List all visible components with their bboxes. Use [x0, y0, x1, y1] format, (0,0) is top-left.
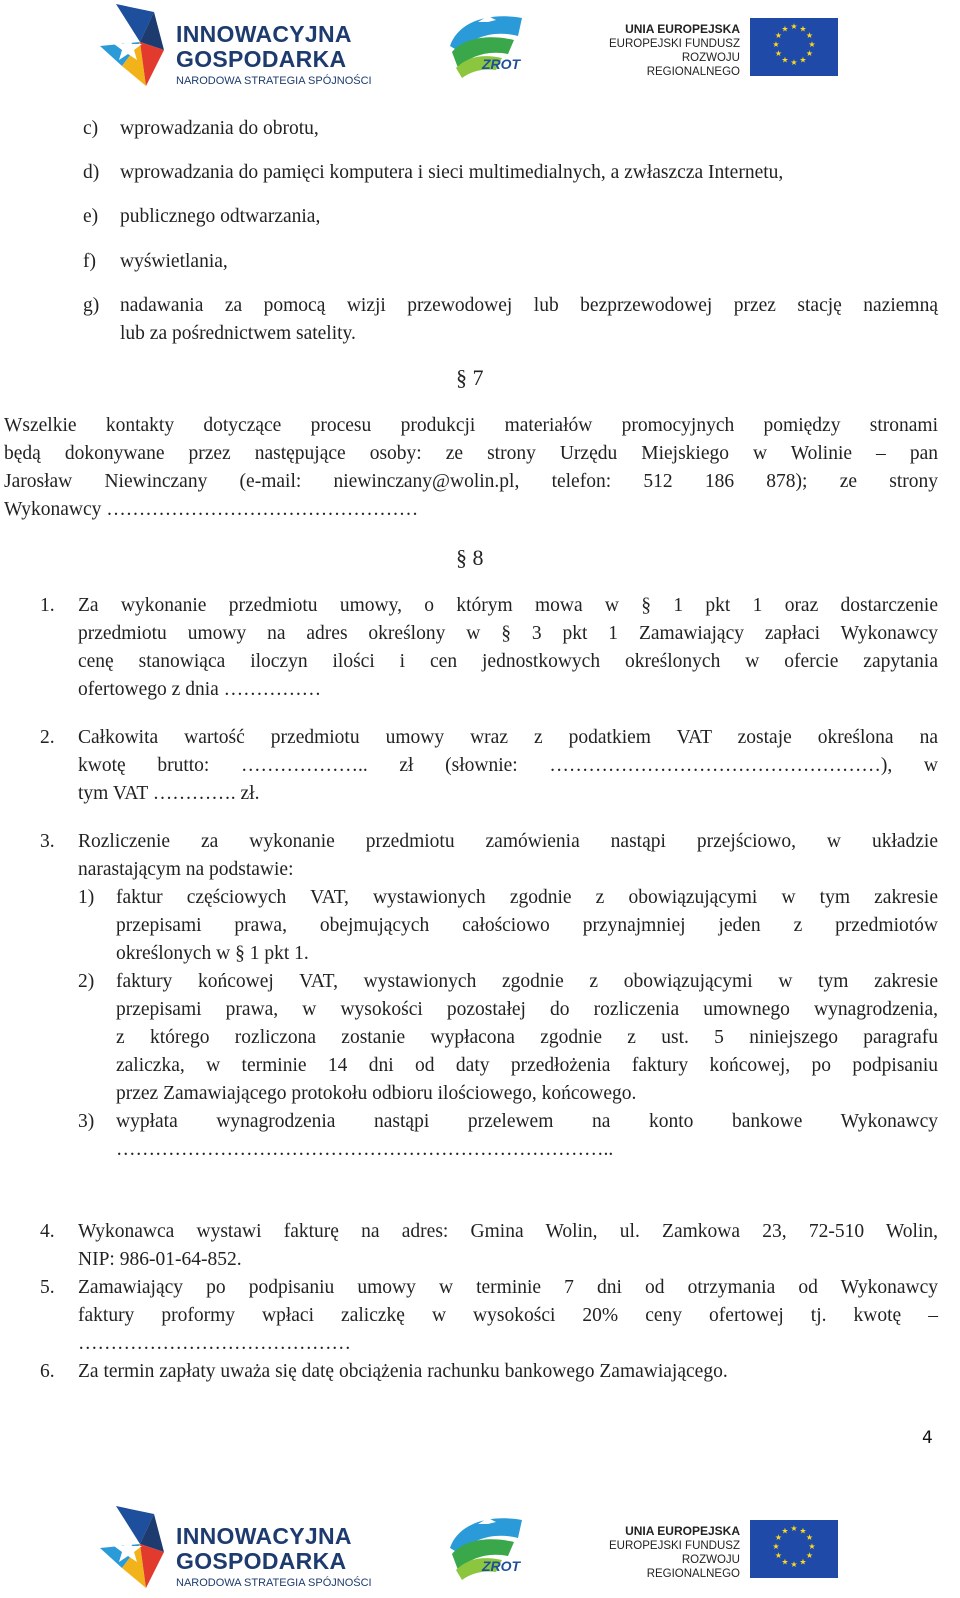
item-6-line1: Za termin zapłaty uważa się datę obciążenia rachunku bankowego Zamawiającego. [78, 1361, 728, 1382]
eu-logo-line2: EUROPEJSKI FUNDUSZ [609, 38, 740, 50]
innowacyjna-gospodarka-logo [100, 4, 380, 86]
ig-logo-line1: INNOWACYJNA [176, 21, 352, 47]
zrot-logo [448, 1514, 528, 1580]
svg-text:★: ★ [772, 40, 780, 49]
section-7-line3: Jarosław Niewinczany (e-mail: niewinczany@wolin.pl, telefon: 512 186 878); ze strony [4, 471, 938, 492]
ig-logo-line3: NARODOWA STRATEGIA SPÓJNOŚCI [176, 1577, 372, 1589]
sub-2-line5: przez Zamawiającego protokołu odbioru ilościowego, końcowego. [116, 1083, 637, 1104]
innowacyjna-gospodarka-logo [100, 1506, 380, 1588]
sub-1-line2: przepisami prawa, obejmujących całościowo przynajmniej jeden z przedmiotów [116, 915, 938, 936]
sub-2-line2: przepisami prawa, w wysokości pozostałej do rozliczenia umownego wynagrodzenia, [116, 999, 938, 1020]
list-item-c: wprowadzania do obrotu, [120, 118, 319, 139]
svg-text:★: ★ [790, 1524, 798, 1533]
zrot-label: ZROT [482, 56, 521, 72]
item-1-line1: Za wykonanie przedmiotu umowy, o którym mowa w § 1 pkt 1 oraz dostarczenie [78, 595, 938, 616]
ig-star-icon [100, 4, 170, 86]
svg-text:★: ★ [781, 24, 789, 34]
ig-logo-line2: GOSPODARKA [176, 1548, 347, 1574]
list-item-e: publicznego odtwarzania, [120, 206, 321, 227]
svg-text:★: ★ [799, 24, 807, 34]
eu-fund-logo [592, 16, 842, 78]
eu-logo-line2: EUROPEJSKI FUNDUSZ [609, 1540, 740, 1552]
item-2-line3: tym VAT …………. zł. [78, 783, 260, 804]
list-item-d: wprowadzania do pamięci komputera i sieci multimedialnych, a zwłaszcza Internetu, [120, 162, 784, 183]
eu-flag-icon [750, 1520, 838, 1578]
ig-star-icon [100, 1506, 170, 1588]
list-label-d: d) [83, 162, 100, 183]
eu-logo-line1: UNIA EUROPEJSKA [625, 1524, 740, 1538]
zrot-logo [448, 12, 528, 78]
item-5-line2: faktury proformy wpłaci zaliczkę w wysokości 20% ceny ofertowej tj. kwotę – [78, 1305, 938, 1326]
item-6-number: 6. [40, 1361, 55, 1382]
sub-2-line4: zaliczka, w terminie 14 dni od daty przedłożenia faktury końcowej, po podpisaniu [116, 1055, 938, 1076]
ig-logo-line2: GOSPODARKA [176, 46, 347, 72]
item-1-number: 1. [40, 595, 55, 616]
sub-3-line1: wypłata wynagrodzenia nastąpi przelewem na konto bankowe Wykonawcy [116, 1111, 938, 1132]
svg-text:★: ★ [774, 1533, 783, 1542]
eu-flag-icon [750, 18, 838, 76]
sub-1-line1: faktur częściowych VAT, wystawionych zgodnie z obowiązującymi w tym zakresie [116, 887, 938, 908]
item-4-line1: Wykonawca wystawi fakturę na adres: Gmina Wolin, ul. Zamkowa 23, 72-510 Wolin, [78, 1221, 938, 1242]
svg-text:★: ★ [799, 1557, 807, 1567]
item-1-line2: przedmiotu umowy na adres określony w § 3 pkt 1 Zamawiający zapłaci Wykonawcy [78, 623, 938, 644]
eu-fund-logo [592, 1518, 842, 1580]
svg-text:★: ★ [805, 1551, 814, 1560]
svg-text:★: ★ [790, 22, 798, 31]
header-logos [0, 0, 960, 90]
svg-text:★: ★ [805, 31, 814, 40]
item-2-number: 2. [40, 727, 55, 748]
item-1-line3: cenę stanowiąca iloczyn ilości i cen jednostkowych określonych w ofercie zapytania [78, 651, 938, 672]
sub-2-line1: faktury końcowej VAT, wystawionych zgodnie z obowiązującymi w tym zakresie [116, 971, 938, 992]
svg-text:★: ★ [790, 58, 798, 67]
item-5-line1: Zamawiający po podpisaniu umowy w terminie 7 dni od otrzymania od Wykonawcy [78, 1277, 938, 1298]
svg-text:★: ★ [774, 31, 783, 40]
list-item-f: wyświetlania, [120, 251, 228, 272]
section-8-heading: § 8 [456, 545, 484, 570]
section-7-line2: będą dokonywane przez następujące osoby: ze strony Urzędu Miejskiego w Wolinie – pan [4, 443, 938, 464]
sub-2-number: 2) [78, 971, 95, 992]
svg-text:★: ★ [805, 49, 814, 58]
svg-text:★: ★ [772, 1542, 780, 1551]
item-5-number: 5. [40, 1277, 55, 1298]
ig-logo-line1: INNOWACYJNA [176, 1523, 352, 1549]
zrot-label: ZROT [482, 1558, 521, 1574]
sub-2-line3: z którego rozliczona zostanie wypłacona zgodnie z ust. 5 niniejszego paragrafu [116, 1027, 938, 1048]
svg-text:★: ★ [799, 55, 807, 65]
svg-text:★: ★ [781, 1526, 789, 1536]
section-7-line1: Wszelkie kontakty dotyczące procesu produkcji materiałów promocyjnych pomiędzy stronami [4, 415, 938, 436]
sub-3-number: 3) [78, 1111, 95, 1132]
item-2-line2: kwotę brutto: ……………….. zł (słownie: ……………………………………………), w [78, 755, 938, 776]
item-3-number: 3. [40, 831, 55, 852]
sub-1-number: 1) [78, 887, 95, 908]
svg-text:★: ★ [805, 1533, 814, 1542]
page-number: 4 [922, 1428, 933, 1448]
item-4-line2: NIP: 986-01-64-852. [78, 1249, 242, 1270]
svg-text:★: ★ [808, 1542, 816, 1551]
sub-3-line2: ………………………………………………………………….. [116, 1139, 614, 1160]
list-label-f: f) [83, 251, 96, 272]
item-4-number: 4. [40, 1221, 55, 1242]
list-label-c: c) [83, 118, 99, 139]
list-item-g-line2: lub za pośrednictwem satelity. [120, 323, 356, 344]
svg-text:★: ★ [781, 1557, 789, 1567]
svg-text:★: ★ [774, 49, 783, 58]
svg-text:★: ★ [808, 40, 816, 49]
ig-logo-line3: NARODOWA STRATEGIA SPÓJNOŚCI [176, 75, 372, 87]
eu-logo-line3: ROZWOJU REGIONALNEGO [646, 52, 740, 78]
svg-text:★: ★ [790, 1560, 798, 1569]
svg-text:★: ★ [781, 55, 789, 65]
item-1-line4: ofertowego z dnia …………… [78, 679, 322, 700]
eu-logo-line3: ROZWOJU REGIONALNEGO [646, 1554, 740, 1580]
item-3-line1: Rozliczenie za wykonanie przedmiotu zamówienia nastąpi przejściowo, w układzie [78, 831, 938, 852]
list-label-g: g) [83, 295, 100, 316]
sub-1-line3: określonych w § 1 pkt 1. [116, 943, 309, 964]
item-5-line3: …………………………………… [78, 1333, 351, 1354]
section-7-line4: Wykonawcy ………………………………………… [4, 499, 419, 520]
svg-text:★: ★ [774, 1551, 783, 1560]
eu-logo-line1: UNIA EUROPEJSKA [625, 22, 740, 36]
footer-logos [0, 1502, 960, 1592]
list-label-e: e) [83, 206, 99, 227]
item-3-line2: narastającym na podstawie: [78, 859, 294, 880]
svg-text:★: ★ [799, 1526, 807, 1536]
section-7-heading: § 7 [456, 365, 484, 390]
list-item-g-line1: nadawania za pomocą wizji przewodowej lub bezprzewodowej przez stację naziemną [120, 295, 938, 316]
item-2-line1: Całkowita wartość przedmiotu umowy wraz z podatkiem VAT zostaje określona na [78, 727, 938, 748]
